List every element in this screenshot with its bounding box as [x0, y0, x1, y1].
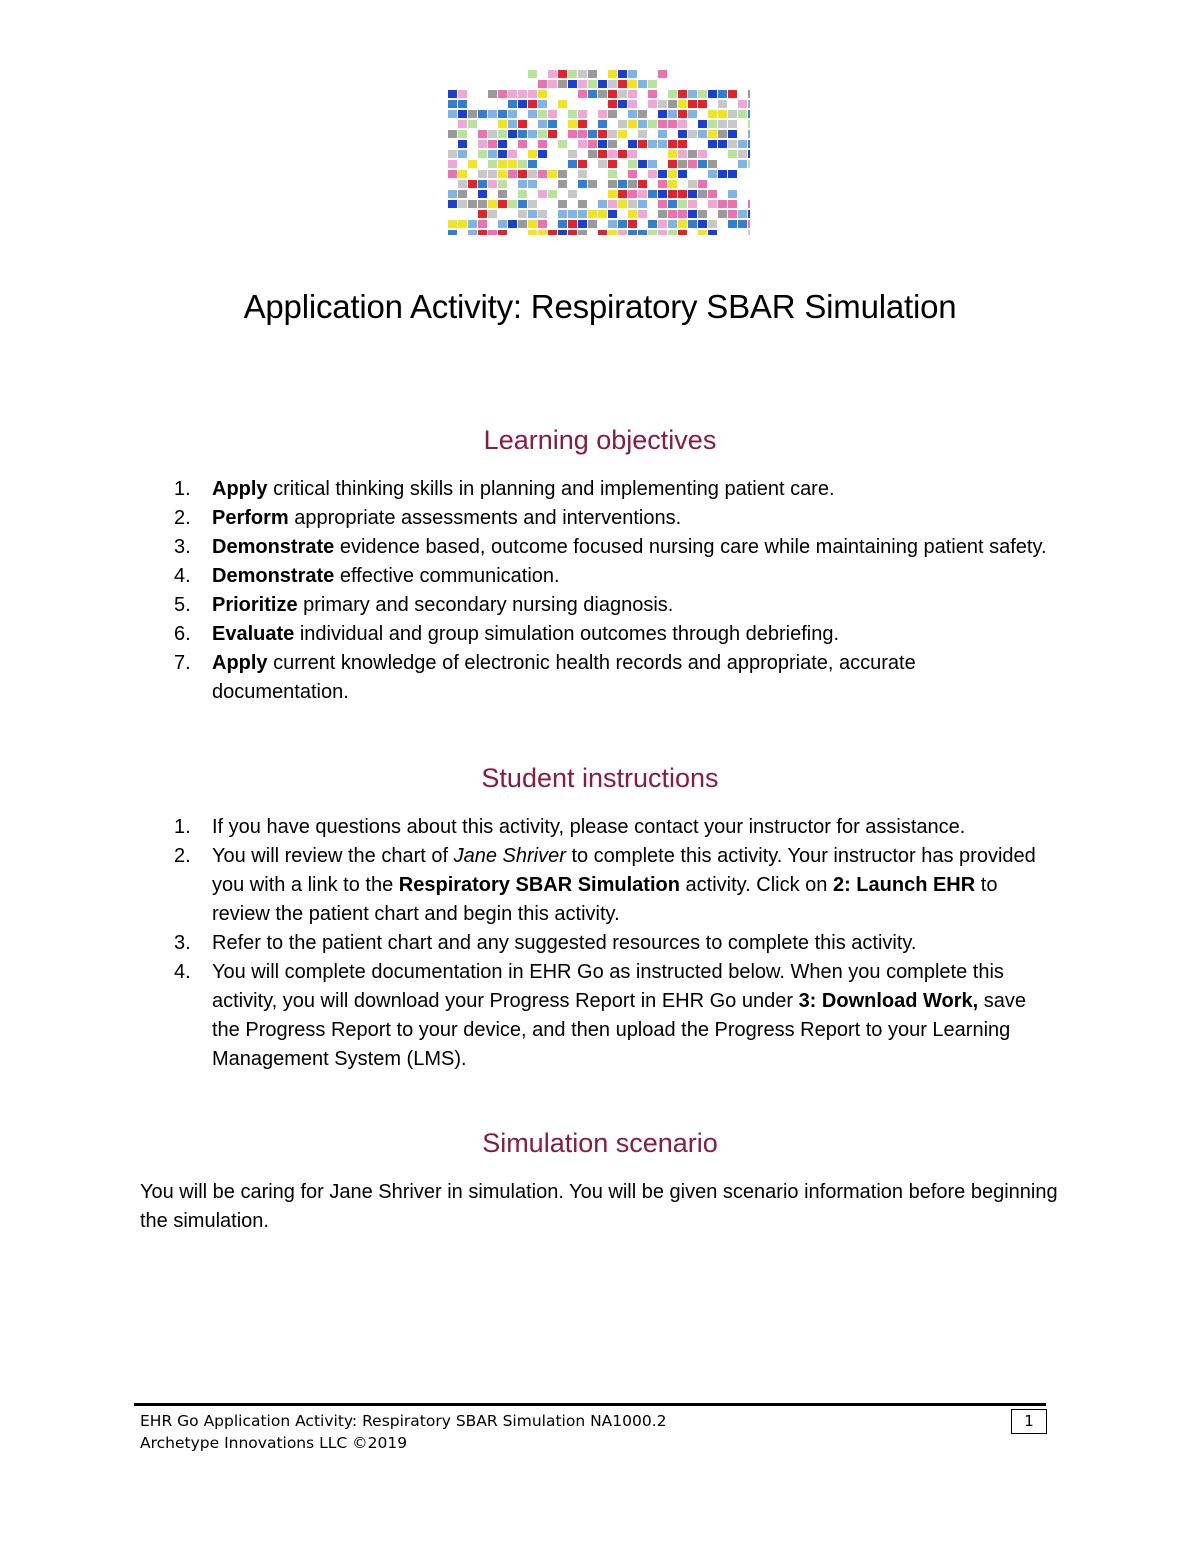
logo-image: [448, 70, 750, 235]
list-item: 4. Demonstrate effective communication.: [174, 565, 560, 587]
list-item: 6. Evaluate individual and group simulation outcomes through debriefing.: [174, 623, 840, 645]
document-title: Application Activity: Respiratory SBAR Simulation: [243, 288, 957, 325]
student-instructions-heading: Student instructions: [481, 763, 719, 793]
simulation-scenario-heading: Simulation scenario: [482, 1128, 718, 1158]
page-number: 1: [1011, 1409, 1047, 1434]
list-item: 1. Apply critical thinking skills in planning and implementing patient care.: [174, 478, 835, 500]
simulation-scenario-text: You will be caring for Jane Shriver in simulation. You will be given scenario information before beginning the simulation.: [140, 1181, 1058, 1232]
list-item: 7. Apply current knowledge of electronic health records and appropriate, accurate documentation.: [174, 652, 916, 703]
footer-document-line: EHR Go Application Activity: Respiratory SBAR Simulation NA1000.2: [140, 1412, 667, 1430]
list-item: 5. Prioritize primary and secondary nursing diagnosis.: [174, 594, 674, 616]
list-item: 2. Perform appropriate assessments and interventions.: [174, 507, 682, 529]
list-item: 4. You will complete documentation in EHR Go as instructed below. When you complete this activity, you will download your Progress Report in EHR Go under 3: Download Work, save the Progress Report to your device, and then upload the Progress Report to your Learning Management System (LMS).: [174, 961, 1027, 1070]
list-item: 3. Demonstrate evidence based, outcome focused nursing care while maintaining patient safety.: [174, 536, 1047, 558]
footer-divider: [134, 1403, 1046, 1406]
list-item: 1. If you have questions about this activity, please contact your instructor for assistance.: [174, 816, 966, 838]
footer: [140, 1410, 667, 1454]
learning-objectives-heading: Learning objectives: [483, 425, 717, 455]
list-item: 3. Refer to the patient chart and any suggested resources to complete this activity.: [174, 932, 917, 954]
student-instructions-list: [174, 813, 1054, 1074]
footer-copyright-line: Archetype Innovations LLC ©2019: [140, 1434, 408, 1452]
learning-objectives-list: [174, 475, 1054, 707]
list-item: 2. You will review the chart of Jane Shriver to complete this activity. Your instructor has provided you with a link to the Respiratory SBAR Simulation activity. Click on 2: Launch EHR to review the patient chart and begin this activity.: [174, 845, 1036, 925]
